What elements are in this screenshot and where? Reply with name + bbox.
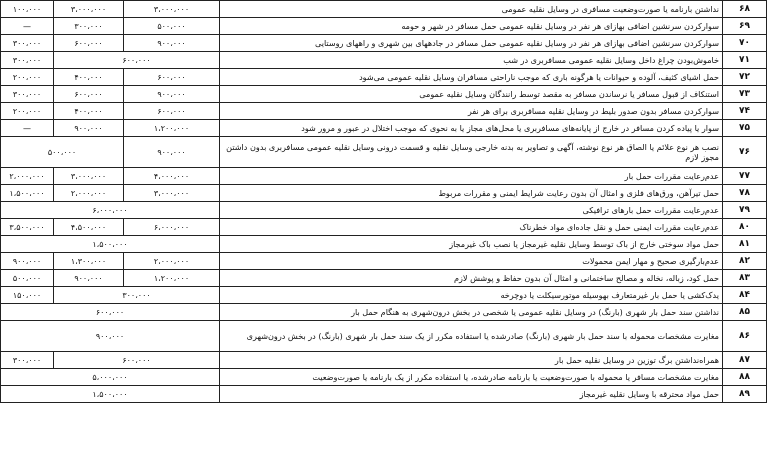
fine-value-merged: ۱،۵۰۰،۰۰۰ bbox=[1, 386, 220, 403]
fine-value-3: ۳۰۰،۰۰۰ bbox=[1, 352, 54, 369]
violation-description: استنکاف از قبول مسافر یا نرساندن مسافر به مقصد توسط رانندگان وسایل نقلیه عمومی bbox=[220, 86, 723, 103]
violation-description: مغایرت مشخصات مسافر یا محموله با صورت‌وضعیت یا بارنامه صادرشده، یا استفاده مکرر از یک بارنامه یا صورت‌وضعیت bbox=[220, 369, 723, 386]
fine-value-merged: ۱،۵۰۰،۰۰۰ bbox=[1, 236, 220, 253]
table-row bbox=[1, 202, 767, 219]
violation-description: عدم‌رعایت مقررات ایمنی حمل و نقل جاده‌ای مواد خطرناک bbox=[220, 219, 723, 236]
fine-value-2: ۱،۳۰۰،۰۰۰ bbox=[54, 253, 124, 270]
fine-value-3: ۵۰۰،۰۰۰ bbox=[1, 270, 54, 287]
fine-value-3: ۲۰۰،۰۰۰ bbox=[1, 69, 54, 86]
row-number: ۷۶ bbox=[723, 137, 767, 168]
table-row bbox=[1, 369, 767, 386]
fine-value-merged: ۹۰۰،۰۰۰ bbox=[1, 321, 220, 352]
violation-description: حمل اشیای کثیف، آلوده و حیوانات یا هرگونه باری که موجب ناراحتی مسافران وسایل نقلیه عمومی می‌شود bbox=[220, 69, 723, 86]
row-number: ۷۸ bbox=[723, 185, 767, 202]
fine-value-2: ۶۰۰،۰۰۰ bbox=[54, 86, 124, 103]
table-row bbox=[1, 236, 767, 253]
violation-description: عدم‌بارگیری صحیح و مهار ایمن محمولات bbox=[220, 253, 723, 270]
table-row bbox=[1, 1, 767, 18]
table-row bbox=[1, 103, 767, 120]
fine-value-1: ۶۰۰،۰۰۰ bbox=[124, 103, 220, 120]
row-number: ۷۳ bbox=[723, 86, 767, 103]
fine-value-2: ۳،۰۰۰،۰۰۰ bbox=[54, 168, 124, 185]
table-row bbox=[1, 287, 767, 304]
fine-value-2: ۴۰۰،۰۰۰ bbox=[54, 69, 124, 86]
row-number: ۷۰ bbox=[723, 35, 767, 52]
table-row bbox=[1, 168, 767, 185]
fine-value-merged: ۳۰۰،۰۰۰ bbox=[54, 287, 220, 304]
row-number: ۸۳ bbox=[723, 270, 767, 287]
fine-value-3: ۲،۰۰۰،۰۰۰ bbox=[1, 168, 54, 185]
fine-value-3: ۳۰۰،۰۰۰ bbox=[1, 86, 54, 103]
row-number: ۸۷ bbox=[723, 352, 767, 369]
fine-value-3: ۳۰۰،۰۰۰ bbox=[1, 52, 54, 69]
fine-value-3: ۵۰۰،۰۰۰ bbox=[1, 137, 124, 168]
fine-value-merged: ۶۰۰،۰۰۰ bbox=[54, 352, 220, 369]
violation-description: حمل مواد سوختی خارج از باک توسط وسایل نقلیه غیرمجاز یا نصب باک غیرمجاز bbox=[220, 236, 723, 253]
violation-description: عدم‌رعایت مقررات حمل بارهای ترافیکی bbox=[220, 202, 723, 219]
fine-value-3: ۹۰۰،۰۰۰ bbox=[1, 253, 54, 270]
row-number: ۷۲ bbox=[723, 69, 767, 86]
fine-value-2: ۶۰۰،۰۰۰ bbox=[54, 35, 124, 52]
fine-value-3: ۳۰۰،۰۰۰ bbox=[1, 35, 54, 52]
fine-value-1: ۴،۰۰۰،۰۰۰ bbox=[124, 168, 220, 185]
table-row bbox=[1, 270, 767, 287]
row-number: ۷۵ bbox=[723, 120, 767, 137]
fine-value-3: ۳،۵۰۰،۰۰۰ bbox=[1, 219, 54, 236]
violation-description: مغایرت مشخصات محموله با سند حمل بار شهری (بارنگ) صادرشده یا استفاده مکرر از یک سند حمل بار شهری (بارنگ) در بخش درون‌شهری bbox=[220, 321, 723, 352]
fine-value-3: ۲۰۰،۰۰۰ bbox=[1, 103, 54, 120]
row-number: ۸۶ bbox=[723, 321, 767, 352]
fine-value-2: ۹۰۰،۰۰۰ bbox=[54, 270, 124, 287]
table-row bbox=[1, 120, 767, 137]
violation-description: یدک‌کشی یا حمل بار غیرمتعارف بهوسیله موتورسیکلت یا دوچرخه bbox=[220, 287, 723, 304]
table-row bbox=[1, 52, 767, 69]
fine-value-2: ۴،۵۰۰،۰۰۰ bbox=[54, 219, 124, 236]
fine-value-3: ۱۰۰،۰۰۰ bbox=[1, 1, 54, 18]
table-row bbox=[1, 219, 767, 236]
fine-value-1: ۹۰۰،۰۰۰ bbox=[124, 35, 220, 52]
fine-value-merged: ۵،۰۰۰،۰۰۰ bbox=[1, 369, 220, 386]
fine-value-3: ۱،۵۰۰،۰۰۰ bbox=[1, 185, 54, 202]
violation-description: سوارکردن سرنشین اضافی بهازای هر نفر در وسایل نقلیه عمومی حمل مسافر در جادههای بین شهری و راههای روستایی bbox=[220, 35, 723, 52]
table-row bbox=[1, 137, 767, 168]
row-number: ۷۷ bbox=[723, 168, 767, 185]
row-number: ۸۰ bbox=[723, 219, 767, 236]
fine-value-2: ۳۰۰،۰۰۰ bbox=[54, 18, 124, 35]
fine-value-2: ۹۰۰،۰۰۰ bbox=[54, 120, 124, 137]
violation-description: حمل کود، زباله، نخاله و مصالح ساختمانی و امثال آن بدون حفاظ و پوشش لازم bbox=[220, 270, 723, 287]
fine-value-2: ۳،۰۰۰،۰۰۰ bbox=[54, 1, 124, 18]
row-number: ۸۱ bbox=[723, 236, 767, 253]
violation-description: حمل تیرآهن، ورق‌های فلزی و امثال آن بدون رعایت شرایط ایمنی و مقررات مربوط bbox=[220, 185, 723, 202]
violation-description: سوارکردن سرنشین اضافی بهازای هر نفر در وسایل نقلیه عمومی حمل مسافر در شهر و حومه bbox=[220, 18, 723, 35]
table-row bbox=[1, 386, 767, 403]
row-number: ۶۸ bbox=[723, 1, 767, 18]
fine-value-merged: ۶۰۰،۰۰۰ bbox=[54, 52, 220, 69]
row-number: ۸۵ bbox=[723, 304, 767, 321]
table-row bbox=[1, 321, 767, 352]
row-number: ۸۹ bbox=[723, 386, 767, 403]
violation-description: سوارکردن مسافر بدون صدور بلیط در وسایل نقلیه مسافربری برای هر نفر bbox=[220, 103, 723, 120]
fine-value-merged: ۶۰۰،۰۰۰ bbox=[1, 304, 220, 321]
fine-value-1: ۹۰۰،۰۰۰ bbox=[124, 86, 220, 103]
violation-description: حمل مواد محترقه با وسایل نقلیه غیرمجاز bbox=[220, 386, 723, 403]
violation-description: سوار یا پیاده کردن مسافر در خارج از پایانه‌های مسافربری یا محل‌های مجاز یا به نحوی که موجب اختلال در عبور و مرور شود bbox=[220, 120, 723, 137]
fine-value-1: ۶،۰۰۰،۰۰۰ bbox=[124, 219, 220, 236]
table-row bbox=[1, 304, 767, 321]
row-number: ۸۴ bbox=[723, 287, 767, 304]
row-number: ۸۸ bbox=[723, 369, 767, 386]
violation-description: خاموش‌بودن چراغ داخل وسایل نقلیه عمومی مسافربری در شب bbox=[220, 52, 723, 69]
fine-value-1: ۵۰۰،۰۰۰ bbox=[124, 18, 220, 35]
fine-value-3: ۱۵۰،۰۰۰ bbox=[1, 287, 54, 304]
table-row bbox=[1, 35, 767, 52]
table-row bbox=[1, 18, 767, 35]
fine-value-1: ۳،۰۰۰،۰۰۰ bbox=[124, 1, 220, 18]
row-number: ۷۴ bbox=[723, 103, 767, 120]
fine-value-1: ۹۰۰،۰۰۰ bbox=[124, 137, 220, 168]
fine-value-1: ۱،۲۰۰،۰۰۰ bbox=[124, 120, 220, 137]
fine-value-3: — bbox=[1, 120, 54, 137]
fine-value-1: ۶۰۰،۰۰۰ bbox=[124, 69, 220, 86]
table-row bbox=[1, 69, 767, 86]
row-number: ۷۹ bbox=[723, 202, 767, 219]
row-number: ۸۲ bbox=[723, 253, 767, 270]
violation-description: عدم‌رعایت مقررات حمل بار bbox=[220, 168, 723, 185]
violation-description: نصب هر نوع علائم یا الصاق هر نوع نوشته، آگهی و تصاویر به بدنه خارجی وسایل نقلیه و قسمت درونی وسایل نقلیه عمومی مسافربری بدون داشتن مجوز لازم bbox=[220, 137, 723, 168]
table-row bbox=[1, 185, 767, 202]
fine-value-2: ۴۰۰،۰۰۰ bbox=[54, 103, 124, 120]
table-row bbox=[1, 253, 767, 270]
violation-description: نداشتن بارنامه یا صورت‌وضعیت مسافری در وسایل نقلیه عمومی bbox=[220, 1, 723, 18]
fine-value-2: ۲،۰۰۰،۰۰۰ bbox=[54, 185, 124, 202]
fine-value-merged: ۶،۰۰۰،۰۰۰ bbox=[1, 202, 220, 219]
table-row bbox=[1, 352, 767, 369]
row-number: ۷۱ bbox=[723, 52, 767, 69]
fine-value-1: ۱،۲۰۰،۰۰۰ bbox=[124, 270, 220, 287]
row-number: ۶۹ bbox=[723, 18, 767, 35]
violation-description: نداشتن سند حمل بار شهری (بارنگ) در وسایل نقلیه عمومی یا شخصی در بخش درون‌شهری به هنگام حمل بار bbox=[220, 304, 723, 321]
fine-value-3: — bbox=[1, 18, 54, 35]
table-row bbox=[1, 86, 767, 103]
fine-value-1: ۳،۰۰۰،۰۰۰ bbox=[124, 185, 220, 202]
fine-value-1: ۲،۰۰۰،۰۰۰ bbox=[124, 253, 220, 270]
violation-description: همراه‌نداشتن برگ توزین در وسایل نقلیه حمل بار bbox=[220, 352, 723, 369]
